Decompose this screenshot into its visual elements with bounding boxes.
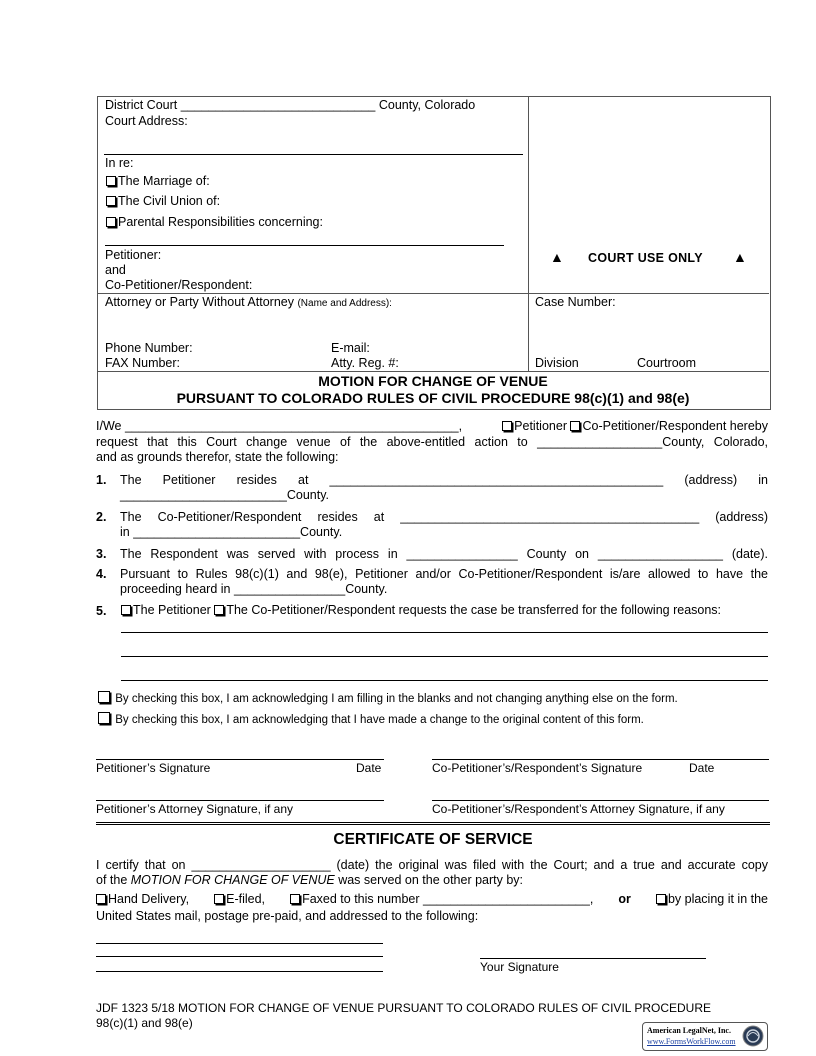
- checkbox[interactable]: [98, 691, 110, 703]
- form-title-line2: PURSUANT TO COLORADO RULES OF CIVIL PROCEDURE 98(c)(1) and 98(e): [176, 390, 690, 406]
- section-divider: [96, 822, 770, 825]
- item-4-line2[interactable]: proceeding heard in ________________County.: [120, 582, 388, 596]
- intro-line3: and as grounds therefor, state the following:: [96, 450, 339, 464]
- item-3-line1[interactable]: The Respondent was served with process in ________________ County on __________________ (date).: [120, 547, 768, 561]
- checkbox[interactable]: [106, 176, 116, 186]
- caption-divider: [528, 97, 529, 372]
- co-petitioner-label: Co-Petitioner/Respondent:: [105, 278, 253, 292]
- item-2-line2[interactable]: in ________________________County.: [120, 525, 343, 539]
- co-petitioner-checkbox[interactable]: [570, 421, 580, 431]
- co-petitioner-checkbox[interactable]: [214, 605, 224, 615]
- district-court-line[interactable]: District Court ____________________________ County, Colorado: [105, 98, 476, 112]
- item-1-line1[interactable]: The Petitioner resides at ________________________________________________ (address) in: [120, 473, 768, 487]
- mail-checkbox[interactable]: [656, 894, 666, 904]
- hand-delivery-checkbox[interactable]: [96, 894, 106, 904]
- in-re-label: In re:: [105, 156, 134, 170]
- item-number: 2.: [96, 510, 107, 524]
- efiled-checkbox[interactable]: [214, 894, 224, 904]
- email-label[interactable]: E-mail:: [331, 341, 370, 355]
- caption-rule: [97, 371, 769, 372]
- certificate-line2: of the MOTION FOR CHANGE OF VENUE was served on the other party by:: [96, 873, 524, 887]
- petitioner-label: Petitioner:: [105, 248, 162, 262]
- item-number: 5.: [96, 604, 107, 618]
- phone-label[interactable]: Phone Number:: [105, 341, 193, 355]
- courtroom-label[interactable]: Courtroom: [637, 356, 697, 370]
- civil-union-option[interactable]: The Civil Union of:: [106, 194, 220, 208]
- party-names-field[interactable]: [105, 245, 504, 246]
- item-4-line1: Pursuant to Rules 98(c)(1) and 98(e), Petitioner and/or Co-Petitioner/Respondent is/are allowed to have the: [120, 567, 768, 581]
- date-label: Date: [356, 761, 382, 775]
- address-line[interactable]: [96, 971, 383, 972]
- date-label: Date: [689, 761, 715, 775]
- atty-reg-label[interactable]: Atty. Reg. #:: [331, 356, 399, 370]
- address-line[interactable]: [96, 956, 383, 957]
- co-petitioner-attorney-signature-label: Co-Petitioner’s/Respondent’s Attorney Signature, if any: [432, 802, 725, 816]
- acknowledge-changed[interactable]: By checking this box, I am acknowledging that I have made a change to the original content of this form.: [98, 712, 644, 726]
- triangle-left-icon: ▲: [550, 249, 564, 265]
- acknowledge-no-change[interactable]: By checking this box, I am acknowledging I am filling in the blanks and not changing anything else on the form.: [98, 691, 678, 705]
- item-number: 4.: [96, 567, 107, 581]
- intro-line2[interactable]: request that this Court change venue of the above-entitled action to __________________County, Colorado,: [96, 435, 768, 449]
- case-number-label[interactable]: Case Number:: [535, 295, 616, 309]
- your-signature-label: Your Signature: [480, 960, 559, 974]
- petitioner-attorney-signature-label: Petitioner’s Attorney Signature, if any: [96, 802, 294, 816]
- signature-line[interactable]: [96, 759, 384, 760]
- item-1-line2[interactable]: ________________________County.: [120, 488, 329, 502]
- logo-name: American LegalNet, Inc.: [647, 1026, 731, 1035]
- item-2-line1[interactable]: The Co-Petitioner/Respondent resides at ___________________________________________ (address): [120, 510, 768, 524]
- intro-line1[interactable]: I/We ________________________________________________, Petitioner Co-Petitioner/Respondent hereby: [96, 419, 768, 433]
- reasons-line[interactable]: [121, 680, 768, 681]
- footer-line1: JDF 1323 5/18 MOTION FOR CHANGE OF VENUE PURSUANT TO COLORADO RULES OF CIVIL PROCEDURE: [96, 1001, 712, 1015]
- petitioner-checkbox[interactable]: [502, 421, 512, 431]
- checkbox[interactable]: [106, 196, 116, 206]
- signature-line[interactable]: [96, 800, 384, 801]
- american-legalnet-logo[interactable]: [642, 1022, 768, 1051]
- caption-rule: [97, 293, 769, 294]
- certificate-line3: Hand Delivery, E-filed, Faxed to this number ________________________, or by placing it in the: [96, 892, 768, 906]
- court-use-only: COURT USE ONLY: [588, 251, 703, 265]
- address-line[interactable]: [96, 943, 383, 944]
- reasons-line[interactable]: [121, 656, 768, 657]
- item-5-line1: The Petitioner The Co-Petitioner/Respondent requests the case be transferred for the following reasons:: [121, 603, 721, 617]
- signature-line[interactable]: [432, 800, 769, 801]
- form-title-line1: MOTION FOR CHANGE OF VENUE: [318, 373, 548, 389]
- court-address-label: Court Address:: [105, 114, 188, 128]
- petitioner-signature-label: Petitioner’s Signature: [96, 761, 211, 775]
- checkbox[interactable]: [106, 217, 116, 227]
- checkbox[interactable]: [98, 712, 110, 724]
- certificate-line4: United States mail, postage pre-paid, and addressed to the following:: [96, 909, 479, 923]
- item-number: 3.: [96, 547, 107, 561]
- parental-option[interactable]: Parental Responsibilities concerning:: [106, 215, 323, 229]
- logo-url[interactable]: www.FormsWorkFlow.com: [647, 1037, 736, 1046]
- marriage-option[interactable]: The Marriage of:: [106, 174, 210, 188]
- globe-icon: [742, 1025, 764, 1047]
- co-petitioner-signature-label: Co-Petitioner’s/Respondent’s Signature: [432, 761, 643, 775]
- attorney-label: Attorney or Party Without Attorney (Name and Address):: [105, 295, 392, 309]
- fax-label[interactable]: FAX Number:: [105, 356, 181, 370]
- certificate-line1[interactable]: I certify that on ____________________ (date) the original was filed with the Court; and a true and accurate copy: [96, 858, 768, 872]
- item-number: 1.: [96, 473, 107, 487]
- footer-line2: 98(c)(1) and 98(e): [96, 1016, 193, 1030]
- division-label[interactable]: Division: [535, 356, 579, 370]
- and-label: and: [105, 263, 126, 277]
- reasons-line[interactable]: [121, 632, 768, 633]
- triangle-right-icon: ▲: [733, 249, 747, 265]
- court-address-field[interactable]: [104, 154, 523, 155]
- your-signature-line[interactable]: [480, 958, 706, 959]
- signature-line[interactable]: [432, 759, 769, 760]
- certificate-heading: CERTIFICATE OF SERVICE: [333, 831, 533, 848]
- faxed-checkbox[interactable]: [290, 894, 300, 904]
- petitioner-checkbox[interactable]: [121, 605, 131, 615]
